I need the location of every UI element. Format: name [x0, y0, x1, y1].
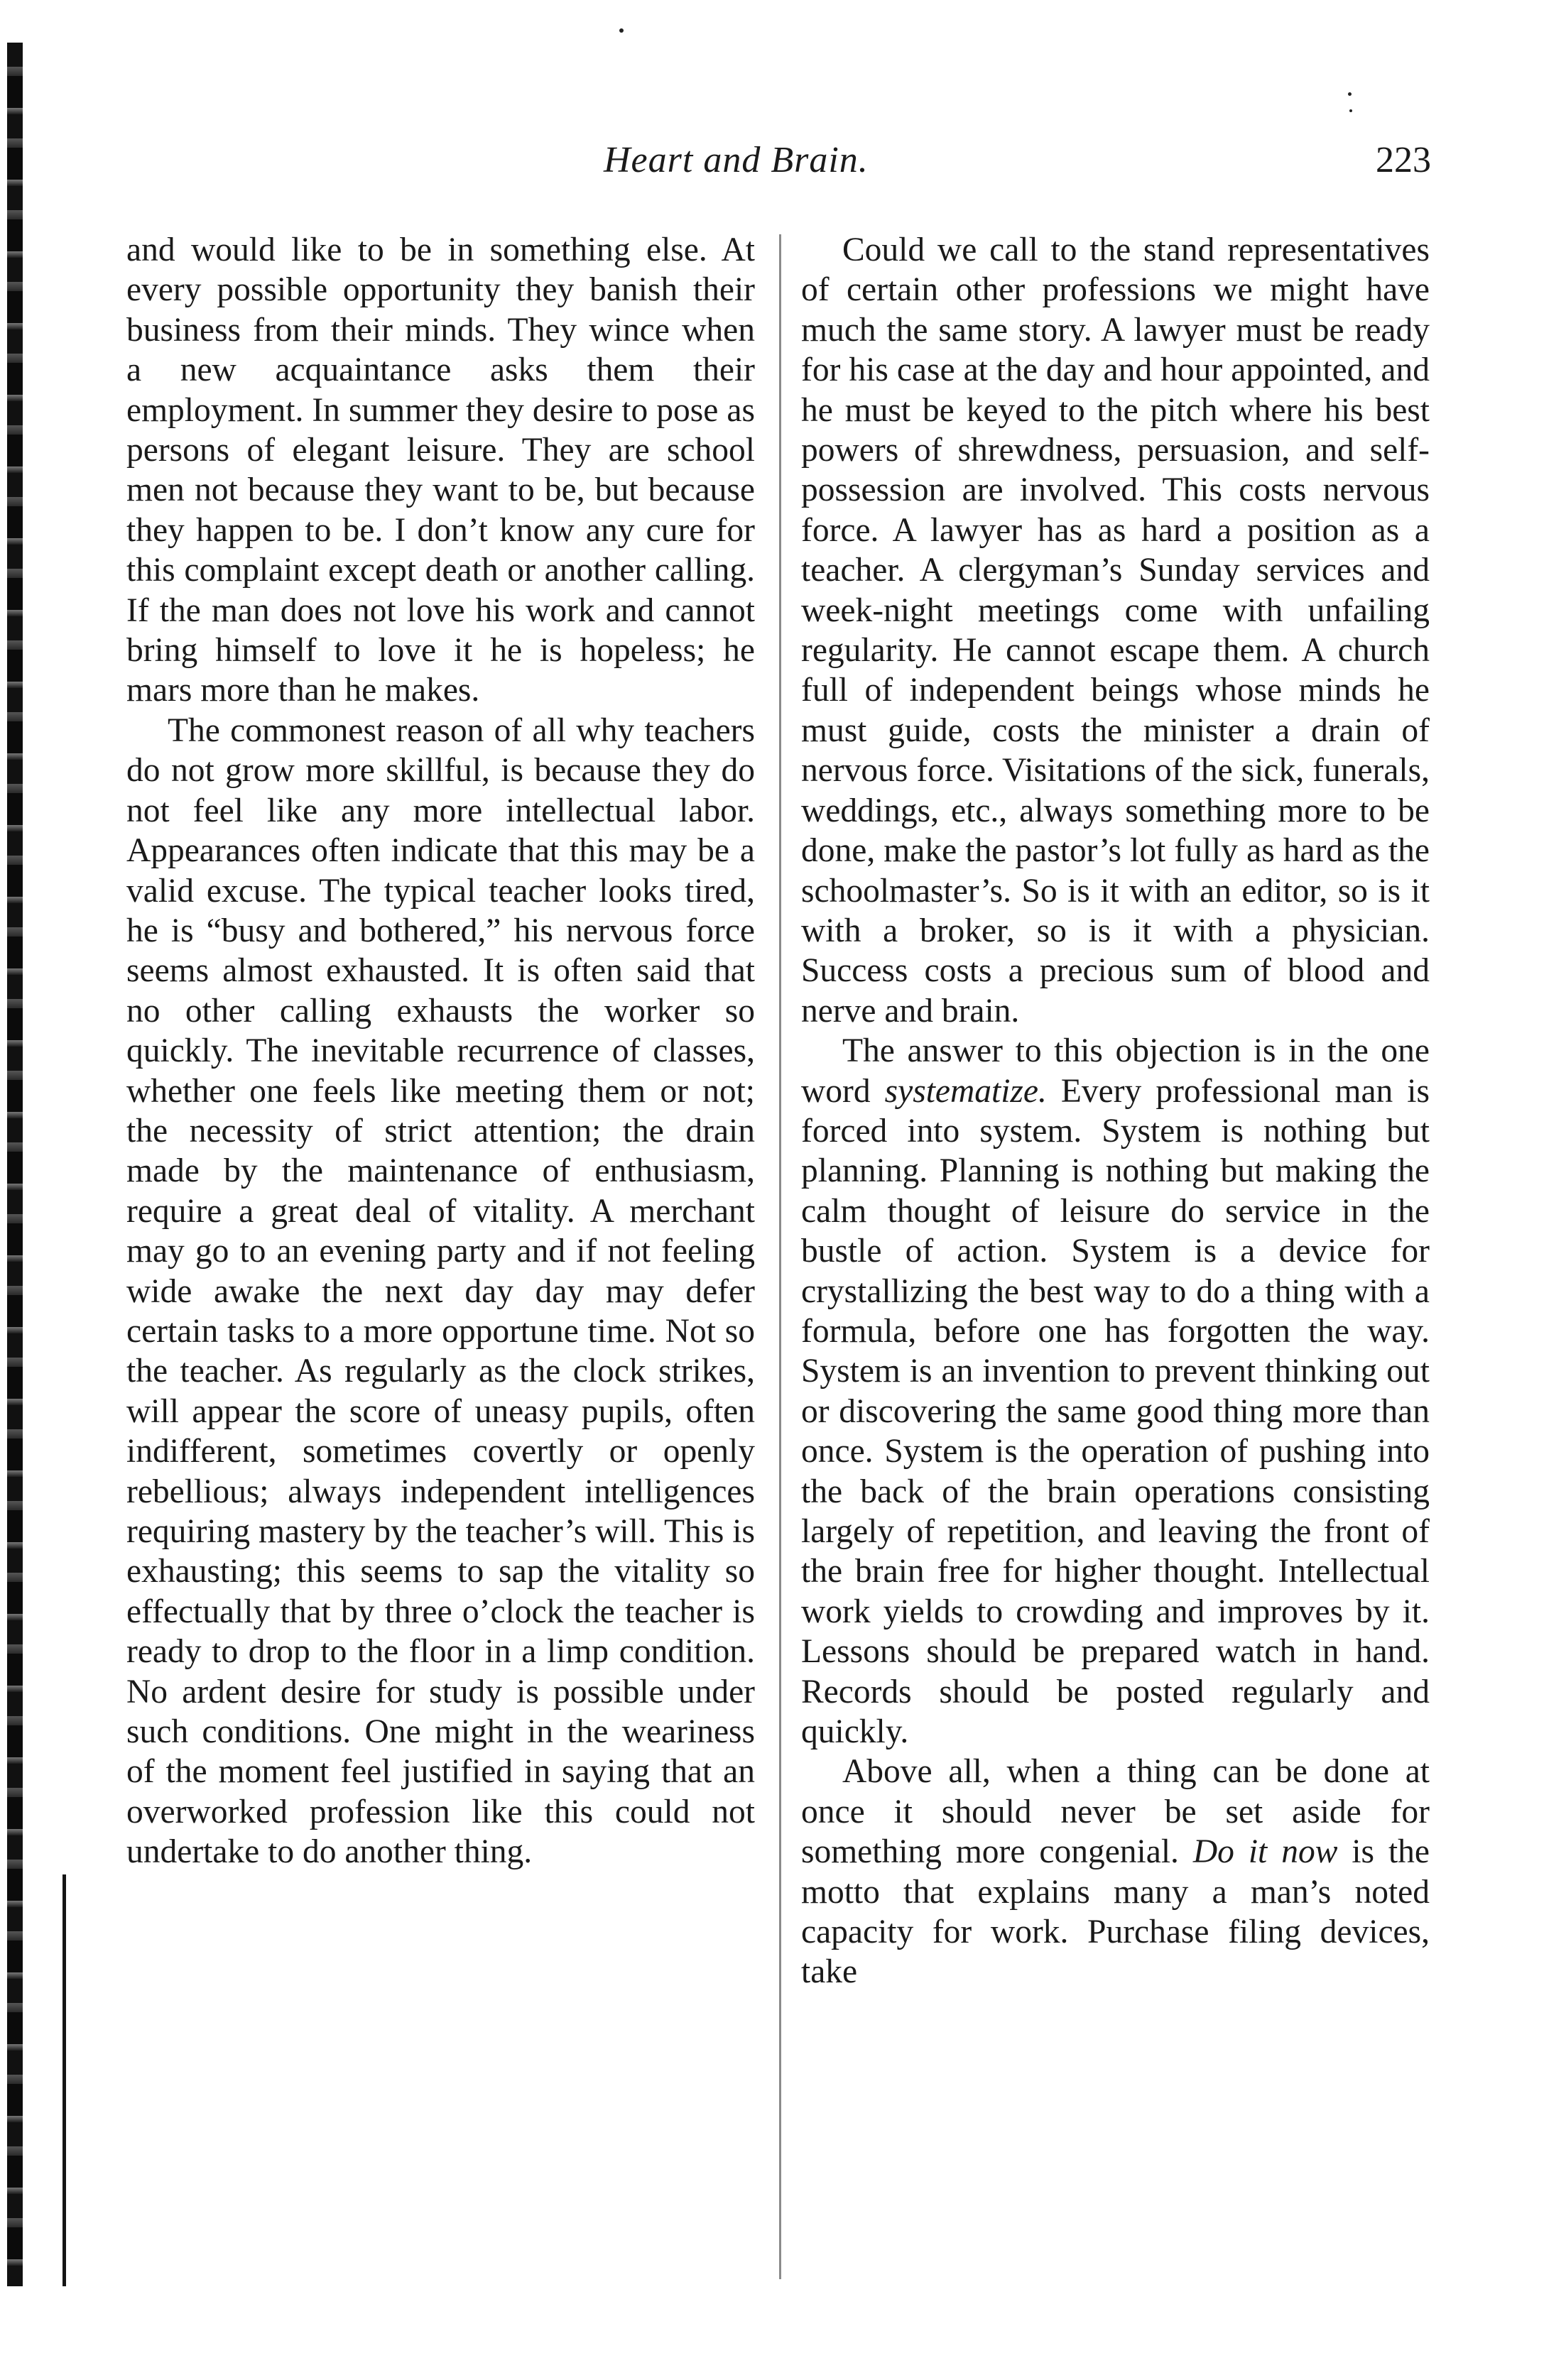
- page-binding-edge: [0, 43, 71, 2286]
- emphasis-systematize: systematize.: [884, 1072, 1047, 1110]
- binding-shadow: [7, 43, 23, 2286]
- column-divider: [779, 234, 781, 2279]
- page-header: [121, 139, 1431, 193]
- right-paragraph-2: [801, 1031, 1430, 1752]
- left-paragraph-1: and would like to be in something else. At every possible opportunity they banish their business from their minds. They wince when a new acquaintance asks them their employment. In summer they desire to pose as persons of elegant leisure. They are school men not because they want to be, but because they happen to be. I don’t know any cure for this complaint except death or another calling. If the man does not love his work and cannot bring himself to love it he is hopeless; he mars more than he makes.: [126, 231, 755, 709]
- page-number: 223: [1376, 140, 1431, 180]
- emphasis-do-it-now: Do it now: [1192, 1833, 1338, 1871]
- right-paragraph-3: [801, 1752, 1430, 1992]
- right-paragraph-2-rest: Every professional man is forced into system. System is nothing but planning. Planning is nothing but making the calm thought of leisure do service in the bustle of action. System is a device for crystallizing the best way to do a thing with a formula, before one has forgotten the way. System is an invention to prevent thinking out or discovering the same good thing more than once. System is the operation of pushing into the back of the brain operations consisting largely of repetition, and leaving the front of the brain free for higher thought. Intellectual work yields to crowding and improves by it. Lessons should be prepared watch in hand. Records should be posted regularly and quickly.: [801, 1072, 1430, 1751]
- binding-rule: [62, 1874, 66, 2286]
- right-paragraph-3-rest: is the motto that explains many a man’s noted capacity for work. Purchase filing devices, take: [801, 1833, 1430, 1991]
- right-paragraph-1: Could we call to the stand representatives of certain other professions we might have much the same story. A lawyer must be ready for his case at the day and hour appointed, and he must be keyed to the pitch where his best powers of shrewdness, persuasion, and self-possession are involved. This costs nervous force. A lawyer has as hard a position as a teacher. A clergyman’s Sunday services and week-night meetings come with unfailing regularity. He cannot escape them. A church full of independent beings whose minds he must guide, costs the minister a drain of nervous force. Visitations of the sick, funerals, weddings, etc., always something more to be done, make the pastor’s lot fully as hard as the schoolmaster’s. So is it with an editor, so is it with a broker, so is it with a physician. Success costs a precious sum of blood and nerve and brain.: [801, 231, 1430, 1030]
- left-paragraph-2: The commonest reason of all why teachers do not grow more skillful, is because they do not feel like any more intellectual labor. Appearances often indicate that this may be a valid excuse. The typical teacher looks tired, he is “busy and bothered,” his nervous force seems almost exhausted. It is often said that no other calling exhausts the worker so quickly. The inevitable recurrence of classes, whether one feels like meeting them or not; the necessity of strict attention; the drain made by the maintenance of enthusiasm, require a great deal of vitality. A merchant may go to an evening party and if not feeling wide awake the next day day may defer certain tasks to a more opportune time. Not so the teacher. As regularly as the clock strikes, will appear the score of uneasy pupils, often indifferent, sometimes covertly or openly rebellious; always independent intelligences requiring mastery by the teacher’s will. This is exhausting; this seems to sap the vitality so effectually that by three o’clock the teacher is ready to drop to the floor in a limp condition. No ardent desire for study is possible under such conditions. One might in the weariness of the moment feel justified in saying that an overworked profession like this could not undertake to do another thing.: [126, 711, 755, 1871]
- left-column: [126, 230, 755, 1872]
- right-paragraph-2-lead: The answer to this objection is in the one word: [801, 1032, 1430, 1110]
- running-head: Heart and Brain.: [604, 140, 869, 180]
- right-paragraph-3-lead: Above all, when a thing can be done at once it should never be set aside for something more congenial.: [801, 1753, 1430, 1871]
- right-column: [801, 230, 1430, 1992]
